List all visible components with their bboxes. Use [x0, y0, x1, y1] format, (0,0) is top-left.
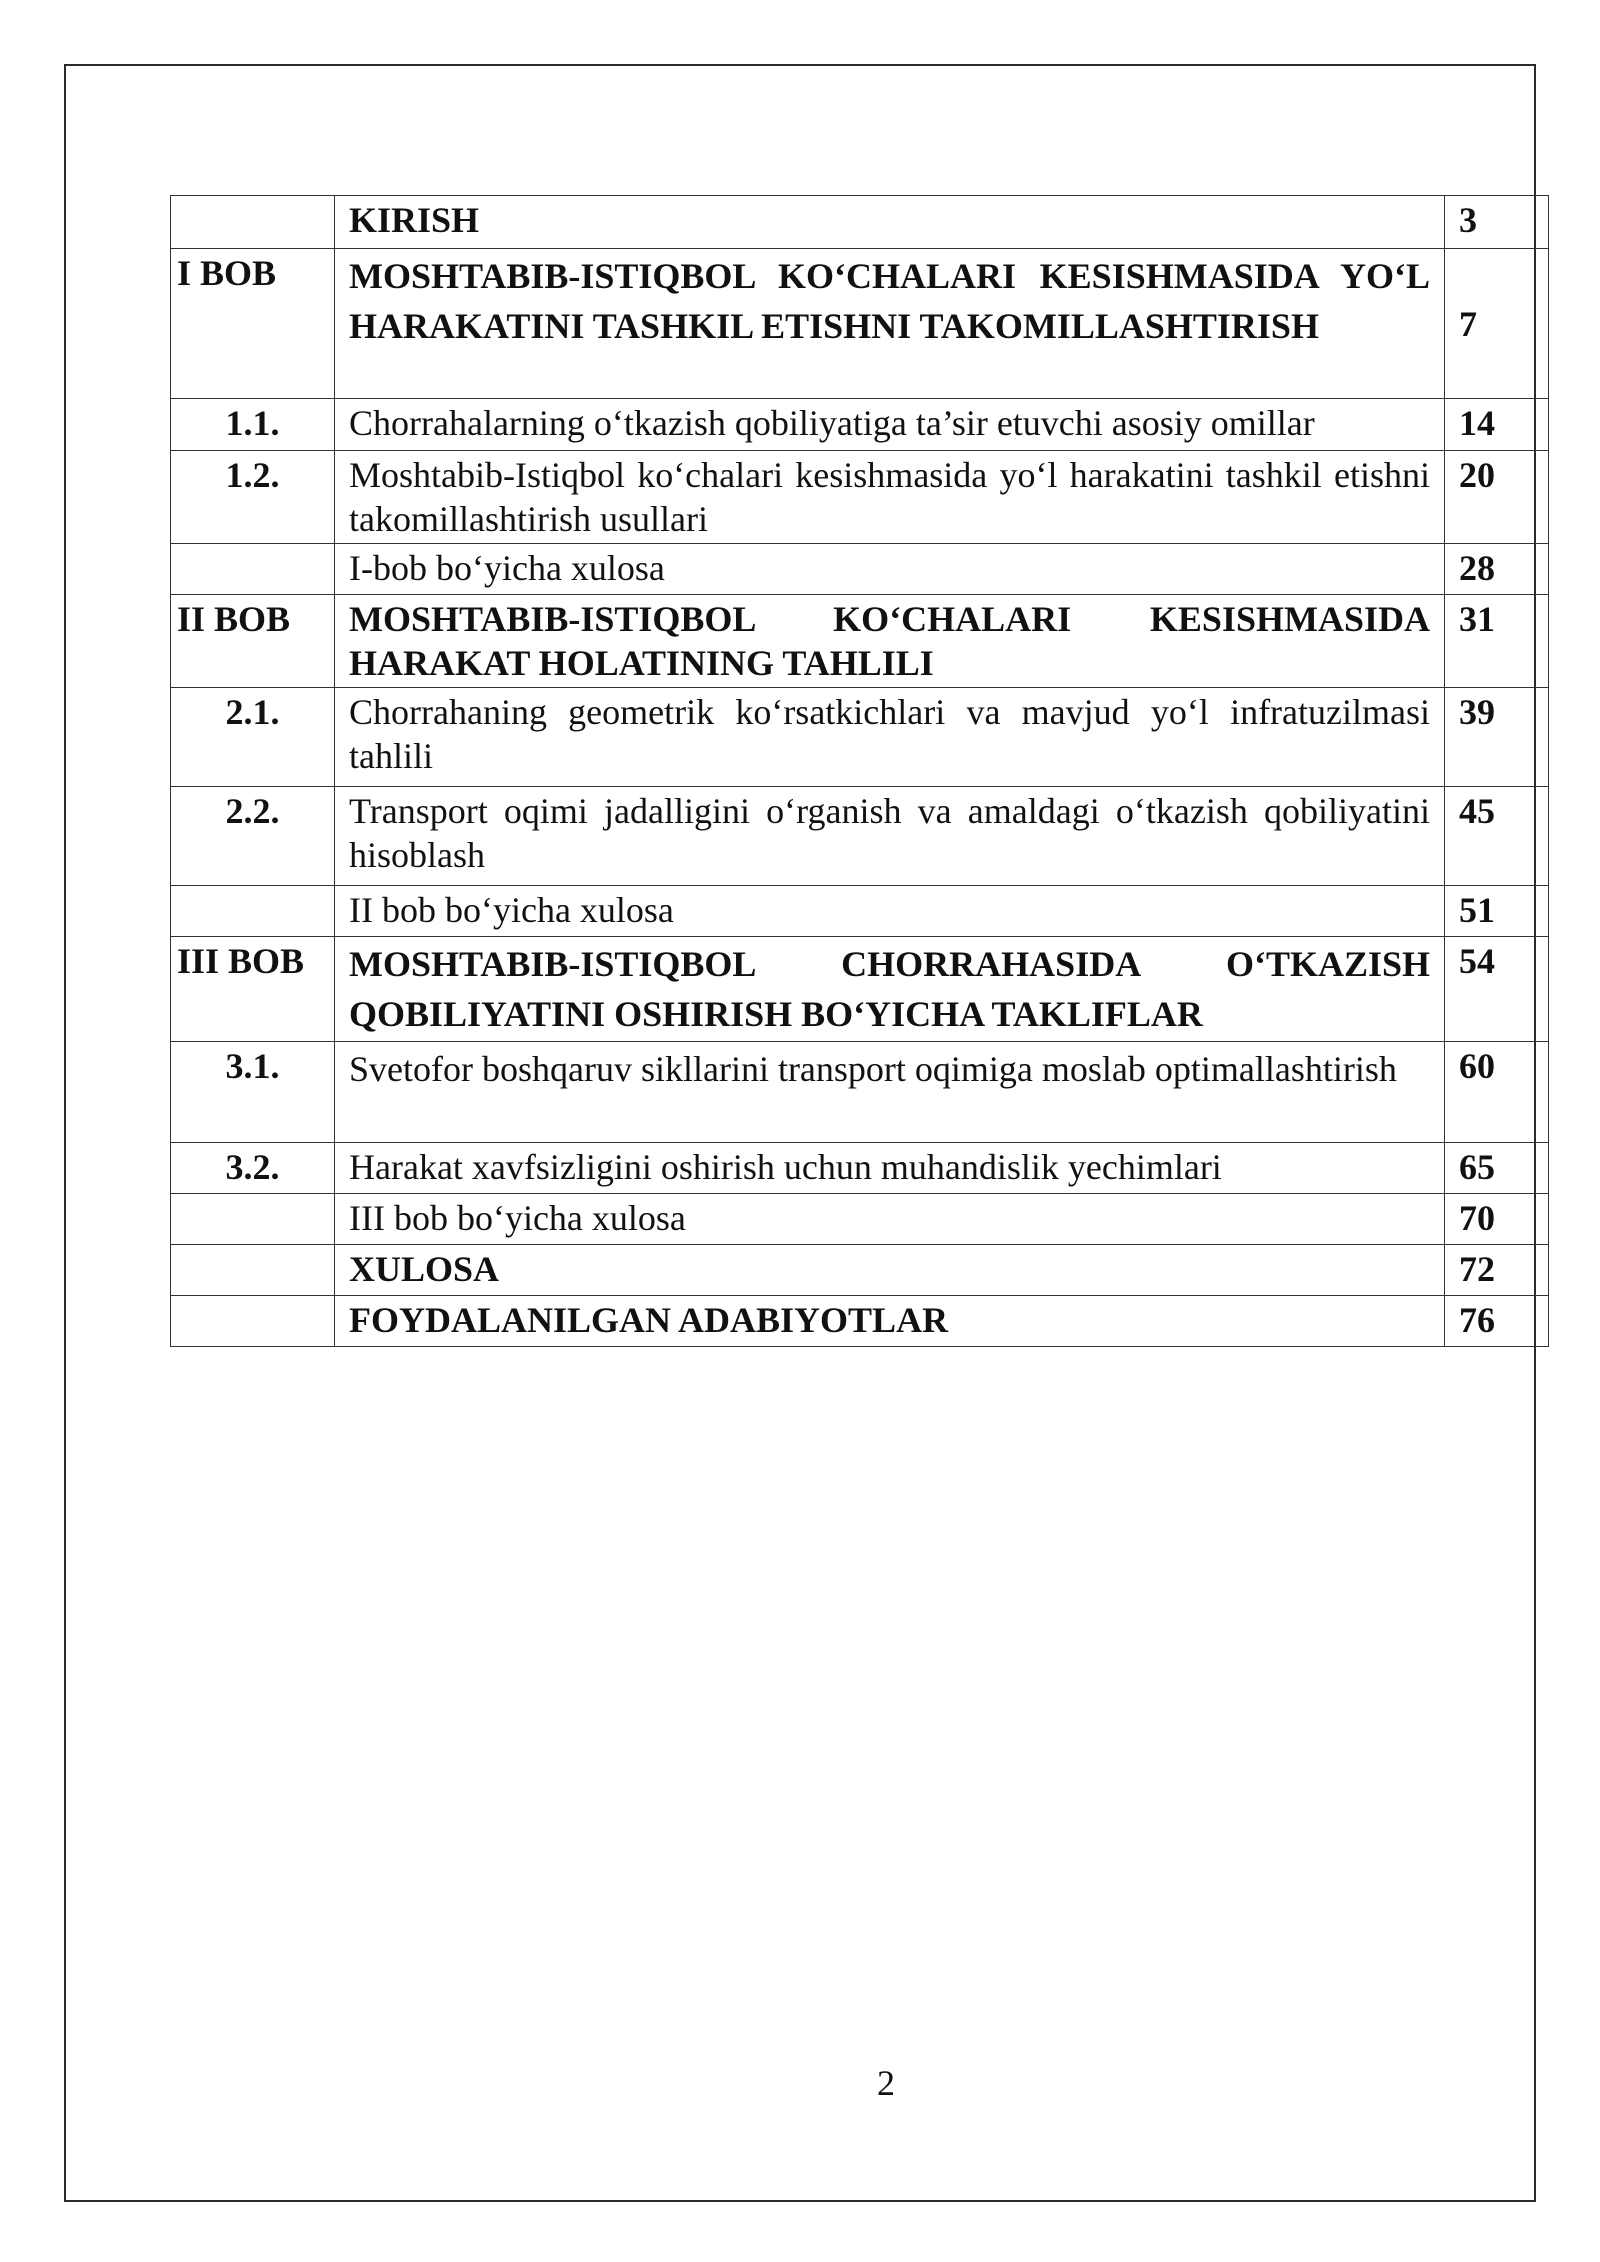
toc-row-chapter-2: [171, 595, 1549, 688]
toc-page: 20: [1445, 451, 1549, 544]
toc-number: [171, 1245, 335, 1296]
toc-row-chapter-1-summary: [171, 544, 1549, 595]
toc-title: Chorrahaning geometrik ko‘rsatkichlari va mavjud yo‘l infratuzilmasi tahlili: [335, 688, 1445, 787]
toc-number: [171, 196, 335, 249]
toc-number: [171, 544, 335, 595]
toc-page: 28: [1445, 544, 1549, 595]
toc-row-chapter-2-summary: [171, 886, 1549, 937]
toc-row-kirish: [171, 196, 1549, 249]
toc-page: 3: [1445, 196, 1549, 249]
toc-row-chapter-1: [171, 249, 1549, 399]
toc-row-section-1-1: [171, 399, 1549, 451]
toc-page: 65: [1445, 1143, 1549, 1194]
toc-number: [171, 1194, 335, 1245]
toc-title: MOSHTABIB-ISTIQBOL KO‘CHALARI KESISHMASIDA HARAKAT HOLATINING TAHLILI: [335, 595, 1445, 688]
toc-page: 72: [1445, 1245, 1549, 1296]
toc-number: 2.1.: [171, 688, 335, 787]
toc-number: [171, 1296, 335, 1347]
toc-title: Moshtabib-Istiqbol ko‘chalari kesishmasida yo‘l harakatini tashkil etishni takomillashtirish usullari: [335, 451, 1445, 544]
toc-title: Chorrahalarning o‘tkazish qobiliyatiga ta’sir etuvchi asosiy omillar: [335, 399, 1445, 451]
toc-row-section-3-1: [171, 1042, 1549, 1143]
toc-number: 3.1.: [171, 1042, 335, 1143]
toc-page: 70: [1445, 1194, 1549, 1245]
toc-row-xulosa: [171, 1245, 1549, 1296]
toc-page: 54: [1445, 937, 1549, 1042]
toc-page: 39: [1445, 688, 1549, 787]
toc-title: Harakat xavfsizligini oshirish uchun muhandislik yechimlari: [335, 1143, 1445, 1194]
toc-page: 31: [1445, 595, 1549, 688]
toc-title: XULOSA: [335, 1245, 1445, 1296]
table-of-contents: [170, 195, 1549, 1347]
toc-page: 60: [1445, 1042, 1549, 1143]
toc-page: 14: [1445, 399, 1549, 451]
toc-number: 2.2.: [171, 787, 335, 886]
toc-number: 3.2.: [171, 1143, 335, 1194]
toc-page: 76: [1445, 1296, 1549, 1347]
toc-number: [171, 886, 335, 937]
toc-row-section-3-2: [171, 1143, 1549, 1194]
toc-title: II bob bo‘yicha xulosa: [335, 886, 1445, 937]
toc-title: MOSHTABIB-ISTIQBOL KO‘CHALARI KESISHMASIDA YO‘L HARAKATINI TASHKIL ETISHNI TAKOMILLASHTIRISH: [335, 249, 1445, 399]
toc-title: MOSHTABIB-ISTIQBOL CHORRAHASIDA O‘TKAZISH QOBILIYATINI OSHIRISH BO‘YICHA TAKLIFLAR: [335, 937, 1445, 1042]
toc-page: 45: [1445, 787, 1549, 886]
toc-title: I-bob bo‘yicha xulosa: [335, 544, 1445, 595]
toc-number: 1.2.: [171, 451, 335, 544]
toc-row-section-2-1: [171, 688, 1549, 787]
toc-page: 7: [1445, 249, 1549, 399]
toc-number: I BOB: [171, 249, 335, 399]
toc-row-chapter-3-summary: [171, 1194, 1549, 1245]
toc-row-references: [171, 1296, 1549, 1347]
toc-title: III bob bo‘yicha xulosa: [335, 1194, 1445, 1245]
toc-number: II BOB: [171, 595, 335, 688]
toc-title: Svetofor boshqaruv sikllarini transport oqimiga moslab optimallashtirish: [335, 1042, 1445, 1143]
toc-title: Transport oqimi jadalligini o‘rganish va amaldagi o‘tkazish qobiliyatini hisoblash: [335, 787, 1445, 886]
toc-row-section-1-2: [171, 451, 1549, 544]
toc-row-chapter-3: [171, 937, 1549, 1042]
toc-number: III BOB: [171, 937, 335, 1042]
toc-title: FOYDALANILGAN ADABIYOTLAR: [335, 1296, 1445, 1347]
toc-title: KIRISH: [335, 196, 1445, 249]
toc-page: 51: [1445, 886, 1549, 937]
toc-number: 1.1.: [171, 399, 335, 451]
toc-row-section-2-2: [171, 787, 1549, 886]
page-number: 2: [877, 2063, 895, 2103]
